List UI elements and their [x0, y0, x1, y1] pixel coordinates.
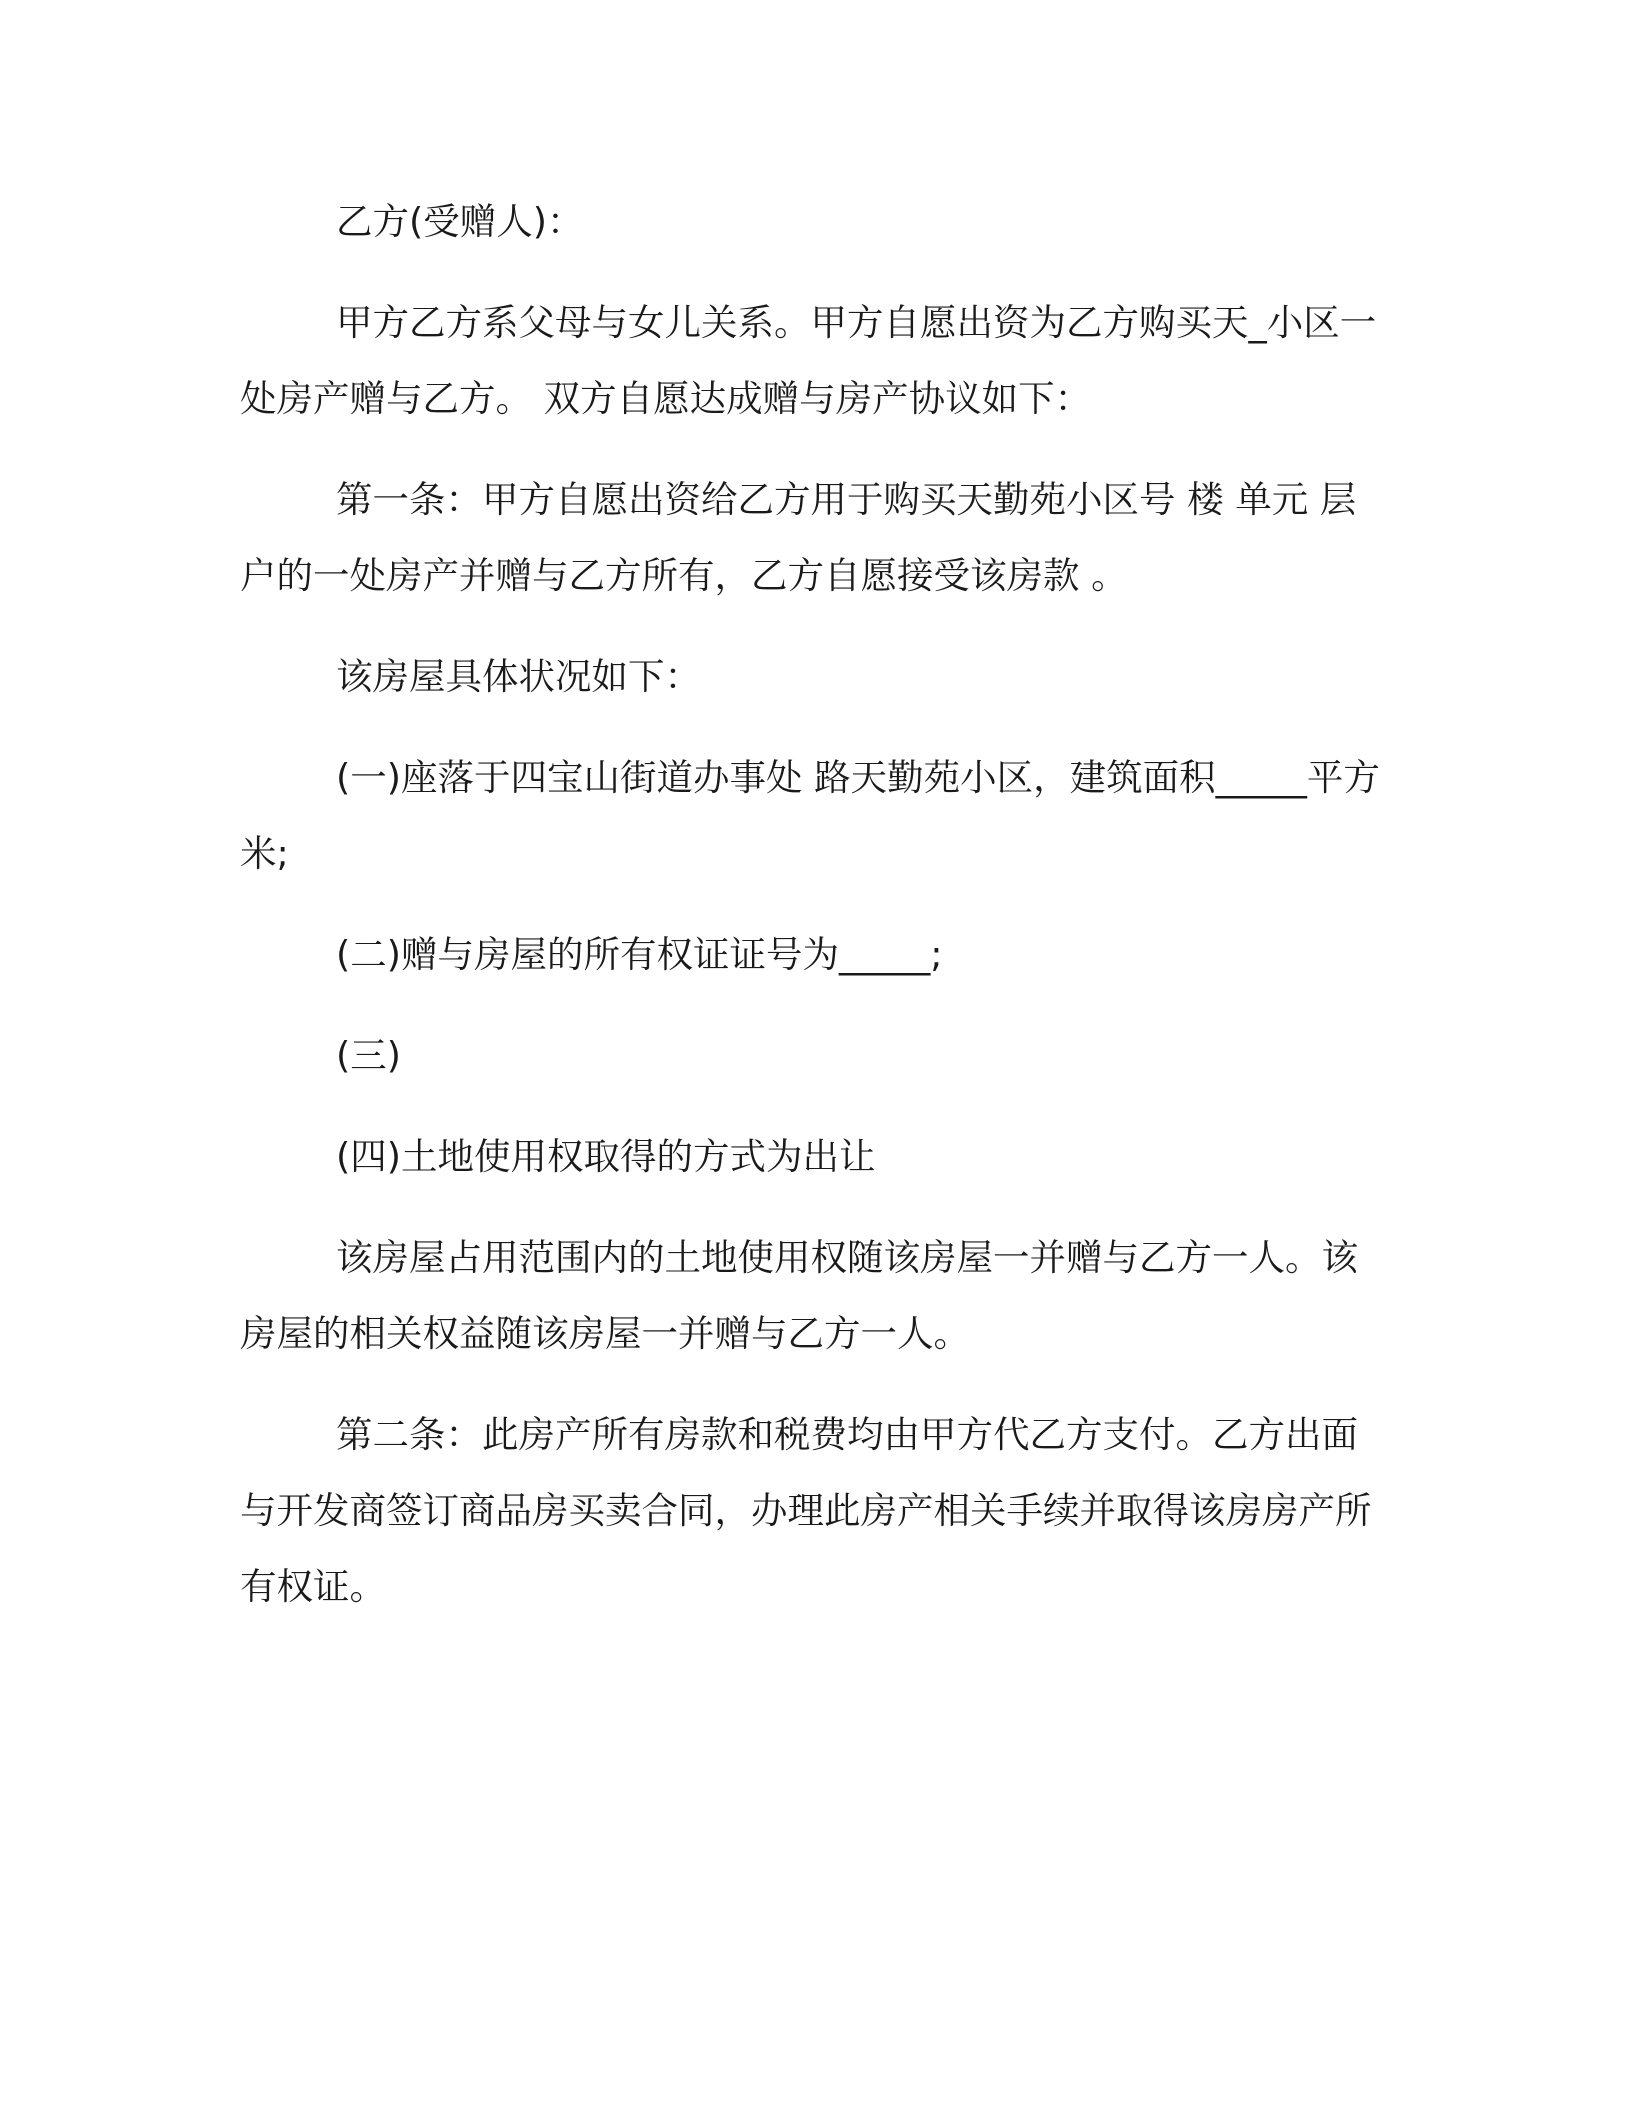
- property-item-one: (一)座落于四宝山街道办事处 路天勤苑小区，建筑面积_____平方米;: [240, 756, 1380, 875]
- party-b-line: 乙方(受赠人)：: [336, 200, 584, 243]
- article-two-paragraph: 第二条：此房产所有房款和税费均由甲方代乙方支付。乙方出面与开发商签订商品房买卖合同，办理此房产相关手续并取得该房房产所有权证。: [240, 1413, 1372, 1608]
- land-use-paragraph: 该房屋占用范围内的土地使用权随该房屋一并赠与乙方一人。该房屋的相关权益随该房屋一并赠与乙方一人。: [240, 1236, 1358, 1355]
- document-body: [240, 184, 1380, 1650]
- property-item-two: (二)赠与房屋的所有权证证号为_____;: [336, 933, 943, 976]
- property-item-four: (四)土地使用权取得的方式为出让: [336, 1135, 876, 1178]
- property-status-heading: 该房屋具体状况如下：: [336, 655, 701, 698]
- property-item-three: (三): [336, 1034, 401, 1077]
- relationship-paragraph: 甲方乙方系父母与女儿关系。甲方自愿出资为乙方购买天_小区一处房产赠与乙方。 双方自愿达成赠与房产协议如下：: [240, 301, 1377, 420]
- article-one-paragraph: 第一条：甲方自愿出资给乙方用于购买天勤苑小区号 楼 单元 层户的一处房产并赠与乙方所有，乙方自愿接受该房款 。: [240, 478, 1357, 597]
